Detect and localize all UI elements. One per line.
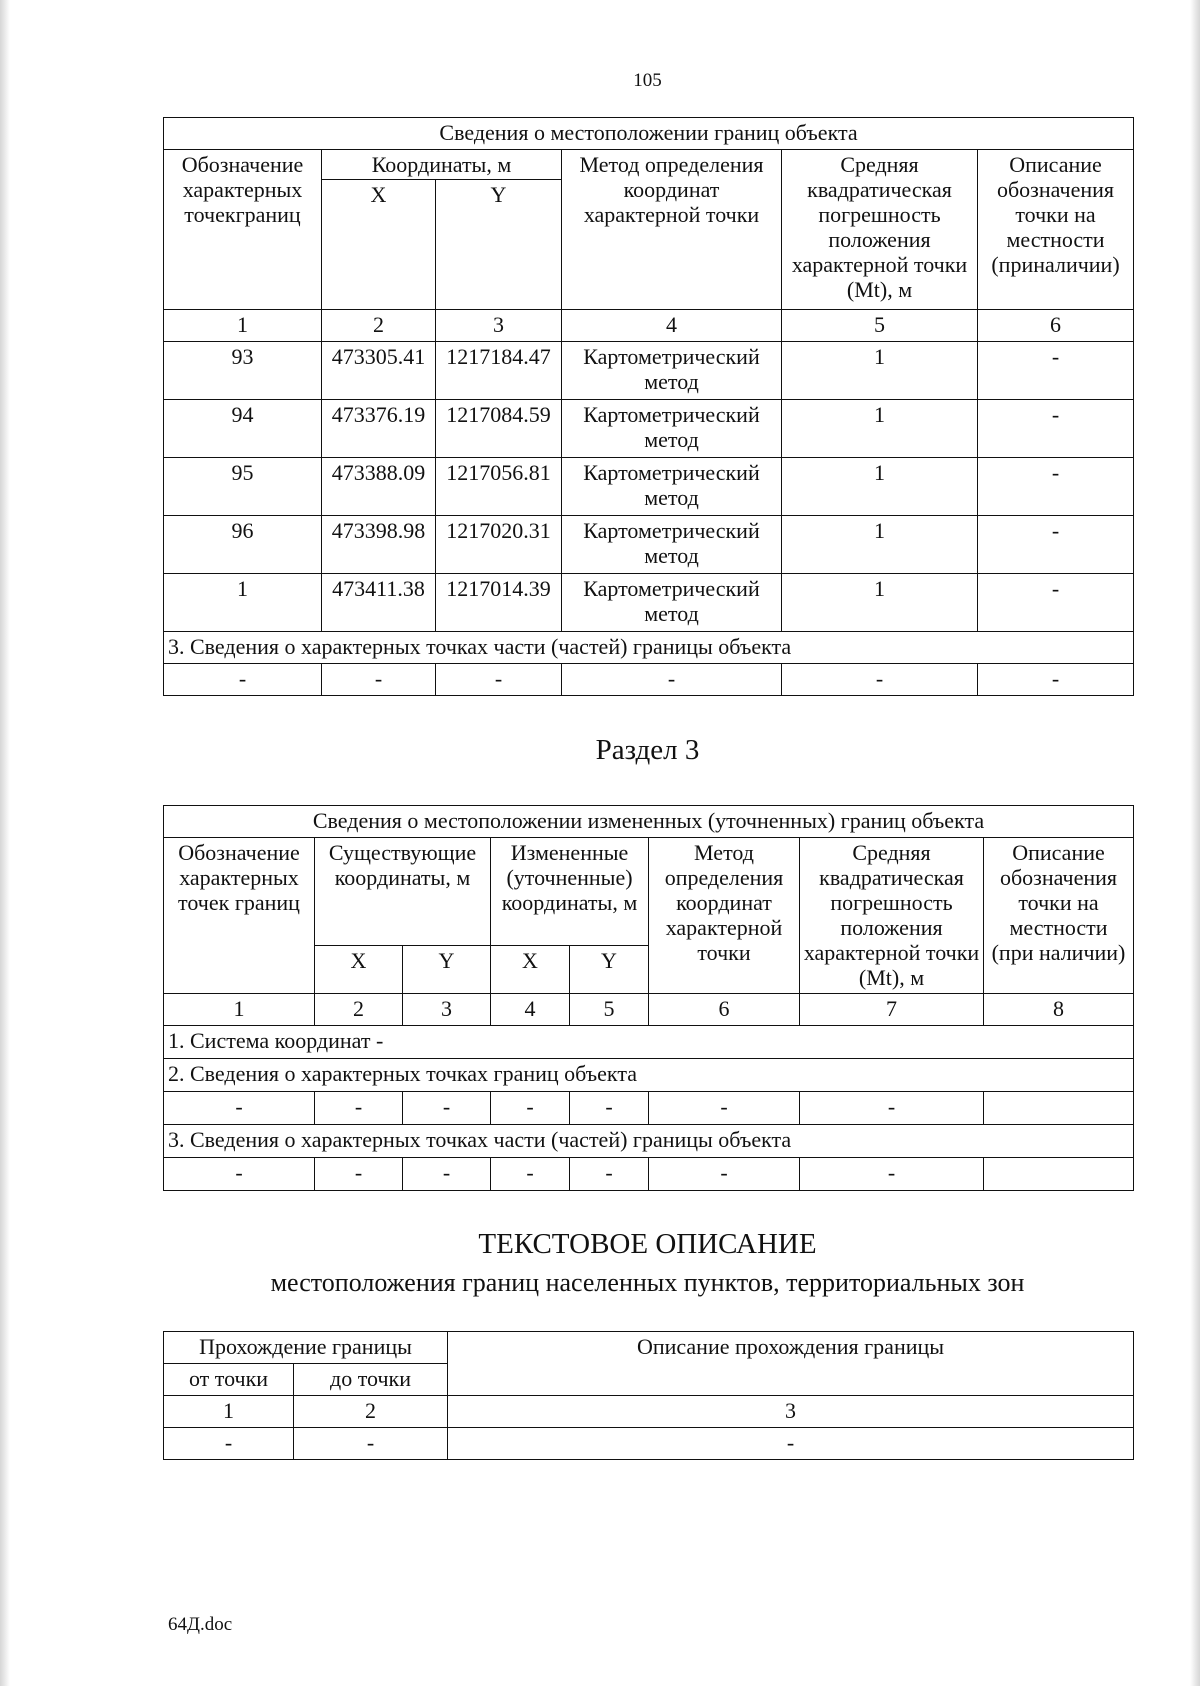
column-number: 4 [491, 994, 570, 1026]
dash-row [164, 1428, 1134, 1460]
column-number: 4 [562, 310, 782, 342]
error-cell: 1 [782, 458, 978, 516]
table-row [164, 516, 1134, 574]
y-coordinate: 1217184.47 [436, 342, 562, 400]
dash-cell: - [436, 664, 562, 696]
x-coordinate: 473305.41 [322, 342, 436, 400]
dash-cell: - [403, 1092, 491, 1125]
method-header: Метод определения координат характерной точки [649, 838, 800, 994]
scan-edge-left [0, 0, 10, 1686]
description-cell: - [978, 400, 1134, 458]
dash-cell: - [570, 1092, 649, 1125]
error-cell: 1 [782, 516, 978, 574]
y-header: Y [570, 946, 649, 994]
dash-cell: - [491, 1158, 570, 1191]
table2-caption: Сведения о местоположении измененных (уточненных) границ объекта [164, 806, 1134, 838]
table-row [164, 342, 1134, 400]
coordinate-system-row: 1. Система координат - [164, 1026, 1134, 1059]
point-id: 93 [164, 342, 322, 400]
dash-cell: - [978, 664, 1134, 696]
dash-cell: - [448, 1428, 1134, 1460]
x-coordinate: 473411.38 [322, 574, 436, 632]
section2-label: 2. Сведения о характерных точках границ объекта [164, 1059, 1134, 1092]
column-number: 5 [570, 994, 649, 1026]
footer-filename: 64Д.doc [168, 1614, 233, 1635]
to-point-header: до точки [294, 1364, 448, 1396]
dash-cell: - [800, 1092, 984, 1125]
table-row [164, 574, 1134, 632]
table1-caption: Сведения о местоположении границ объекта [164, 118, 1134, 150]
description-cell: - [978, 516, 1134, 574]
column-number: 1 [164, 994, 315, 1026]
point-id: 96 [164, 516, 322, 574]
dash-cell [984, 1092, 1134, 1125]
dash-row [164, 664, 1134, 696]
column-number: 8 [984, 994, 1134, 1026]
column-number: 1 [164, 310, 322, 342]
y-coordinate: 1217084.59 [436, 400, 562, 458]
text-description-subtitle: местоположения границ населенных пунктов, территориальных зон [270, 1268, 1025, 1297]
method-header: Метод определения координат характерной точки [562, 150, 782, 310]
column-number: 1 [164, 1396, 294, 1428]
column-number: 3 [448, 1396, 1134, 1428]
error-cell: 1 [782, 400, 978, 458]
description-cell: - [978, 458, 1134, 516]
error-cell: 1 [782, 574, 978, 632]
column-number: 3 [403, 994, 491, 1026]
dash-cell: - [782, 664, 978, 696]
table-row [164, 458, 1134, 516]
dash-cell: - [164, 1092, 315, 1125]
y-coordinate: 1217056.81 [436, 458, 562, 516]
section3-label: 3. Сведения о характерных точках части (частей) границы объекта [164, 1125, 1134, 1158]
from-point-header: от точки [164, 1364, 294, 1396]
column-number: 2 [322, 310, 436, 342]
dash-cell: - [315, 1092, 403, 1125]
dash-cell: - [403, 1158, 491, 1191]
column-number: 2 [315, 994, 403, 1026]
designation-header: Обозначение характерных точекграниц [164, 150, 322, 310]
dash-cell: - [322, 664, 436, 696]
y-coordinate: 1217020.31 [436, 516, 562, 574]
error-cell: 1 [782, 342, 978, 400]
column-number: 3 [436, 310, 562, 342]
column-number: 5 [782, 310, 978, 342]
method-cell: Картометрический метод [562, 342, 782, 400]
dash-cell: - [294, 1428, 448, 1460]
x-coordinate: 473388.09 [322, 458, 436, 516]
method-cell: Картометрический метод [562, 574, 782, 632]
column-number: 7 [800, 994, 984, 1026]
page-number: 105 [633, 70, 662, 91]
passage-header: Прохождение границы [164, 1332, 448, 1364]
boundary-passage-table [163, 1331, 1134, 1460]
dash-cell: - [649, 1092, 800, 1125]
method-cell: Картометрический метод [562, 400, 782, 458]
method-cell: Картометрический метод [562, 458, 782, 516]
section-title: Раздел 3 [595, 734, 700, 766]
changed-boundaries-table [163, 805, 1134, 1191]
dash-cell: - [562, 664, 782, 696]
dash-cell: - [649, 1158, 800, 1191]
dash-row [164, 1092, 1134, 1125]
x-coordinate: 473376.19 [322, 400, 436, 458]
table-row [164, 400, 1134, 458]
existing-coordinates-header: Существующие координаты, м [315, 838, 491, 946]
section3-label: 3. Сведения о характерных точках части (частей) границы объекта [164, 632, 1134, 664]
boundaries-table [163, 117, 1134, 696]
dash-cell: - [315, 1158, 403, 1191]
description-header: Описание обозначения точки на местности (при наличии) [984, 838, 1134, 994]
column-number: 6 [649, 994, 800, 1026]
x-header: X [322, 180, 436, 310]
point-id: 1 [164, 574, 322, 632]
y-header: Y [436, 180, 562, 310]
description-cell: - [978, 574, 1134, 632]
designation-header: Обозначение характерных точек границ [164, 838, 315, 994]
dash-cell: - [800, 1158, 984, 1191]
dash-cell: - [491, 1092, 570, 1125]
dash-row [164, 1158, 1134, 1191]
error-header: Средняя квадратическая погрешность положения характерной точки (Mt), м [800, 838, 984, 994]
dash-cell: - [570, 1158, 649, 1191]
text-description-title: ТЕКСТОВОЕ ОПИСАНИЕ [478, 1228, 817, 1260]
point-id: 94 [164, 400, 322, 458]
x-header: X [315, 946, 403, 994]
y-header: Y [403, 946, 491, 994]
dash-cell: - [164, 664, 322, 696]
dash-cell: - [164, 1428, 294, 1460]
x-coordinate: 473398.98 [322, 516, 436, 574]
column-number: 2 [294, 1396, 448, 1428]
point-id: 95 [164, 458, 322, 516]
scan-edge-right [1190, 0, 1200, 1686]
method-cell: Картометрический метод [562, 516, 782, 574]
dash-cell: - [164, 1158, 315, 1191]
x-header: X [491, 946, 570, 994]
changed-coordinates-header: Измененные (уточненные) координаты, м [491, 838, 649, 946]
y-coordinate: 1217014.39 [436, 574, 562, 632]
description-cell: - [978, 342, 1134, 400]
description-header: Описание обозначения точки на местности (приналичии) [978, 150, 1134, 310]
error-header: Средняя квадратическая погрешность положения характерной точки (Mt), м [782, 150, 978, 310]
column-number: 6 [978, 310, 1134, 342]
coordinates-header: Координаты, м [322, 150, 562, 180]
passage-description-header: Описание прохождения границы [448, 1332, 1134, 1396]
dash-cell [984, 1158, 1134, 1191]
